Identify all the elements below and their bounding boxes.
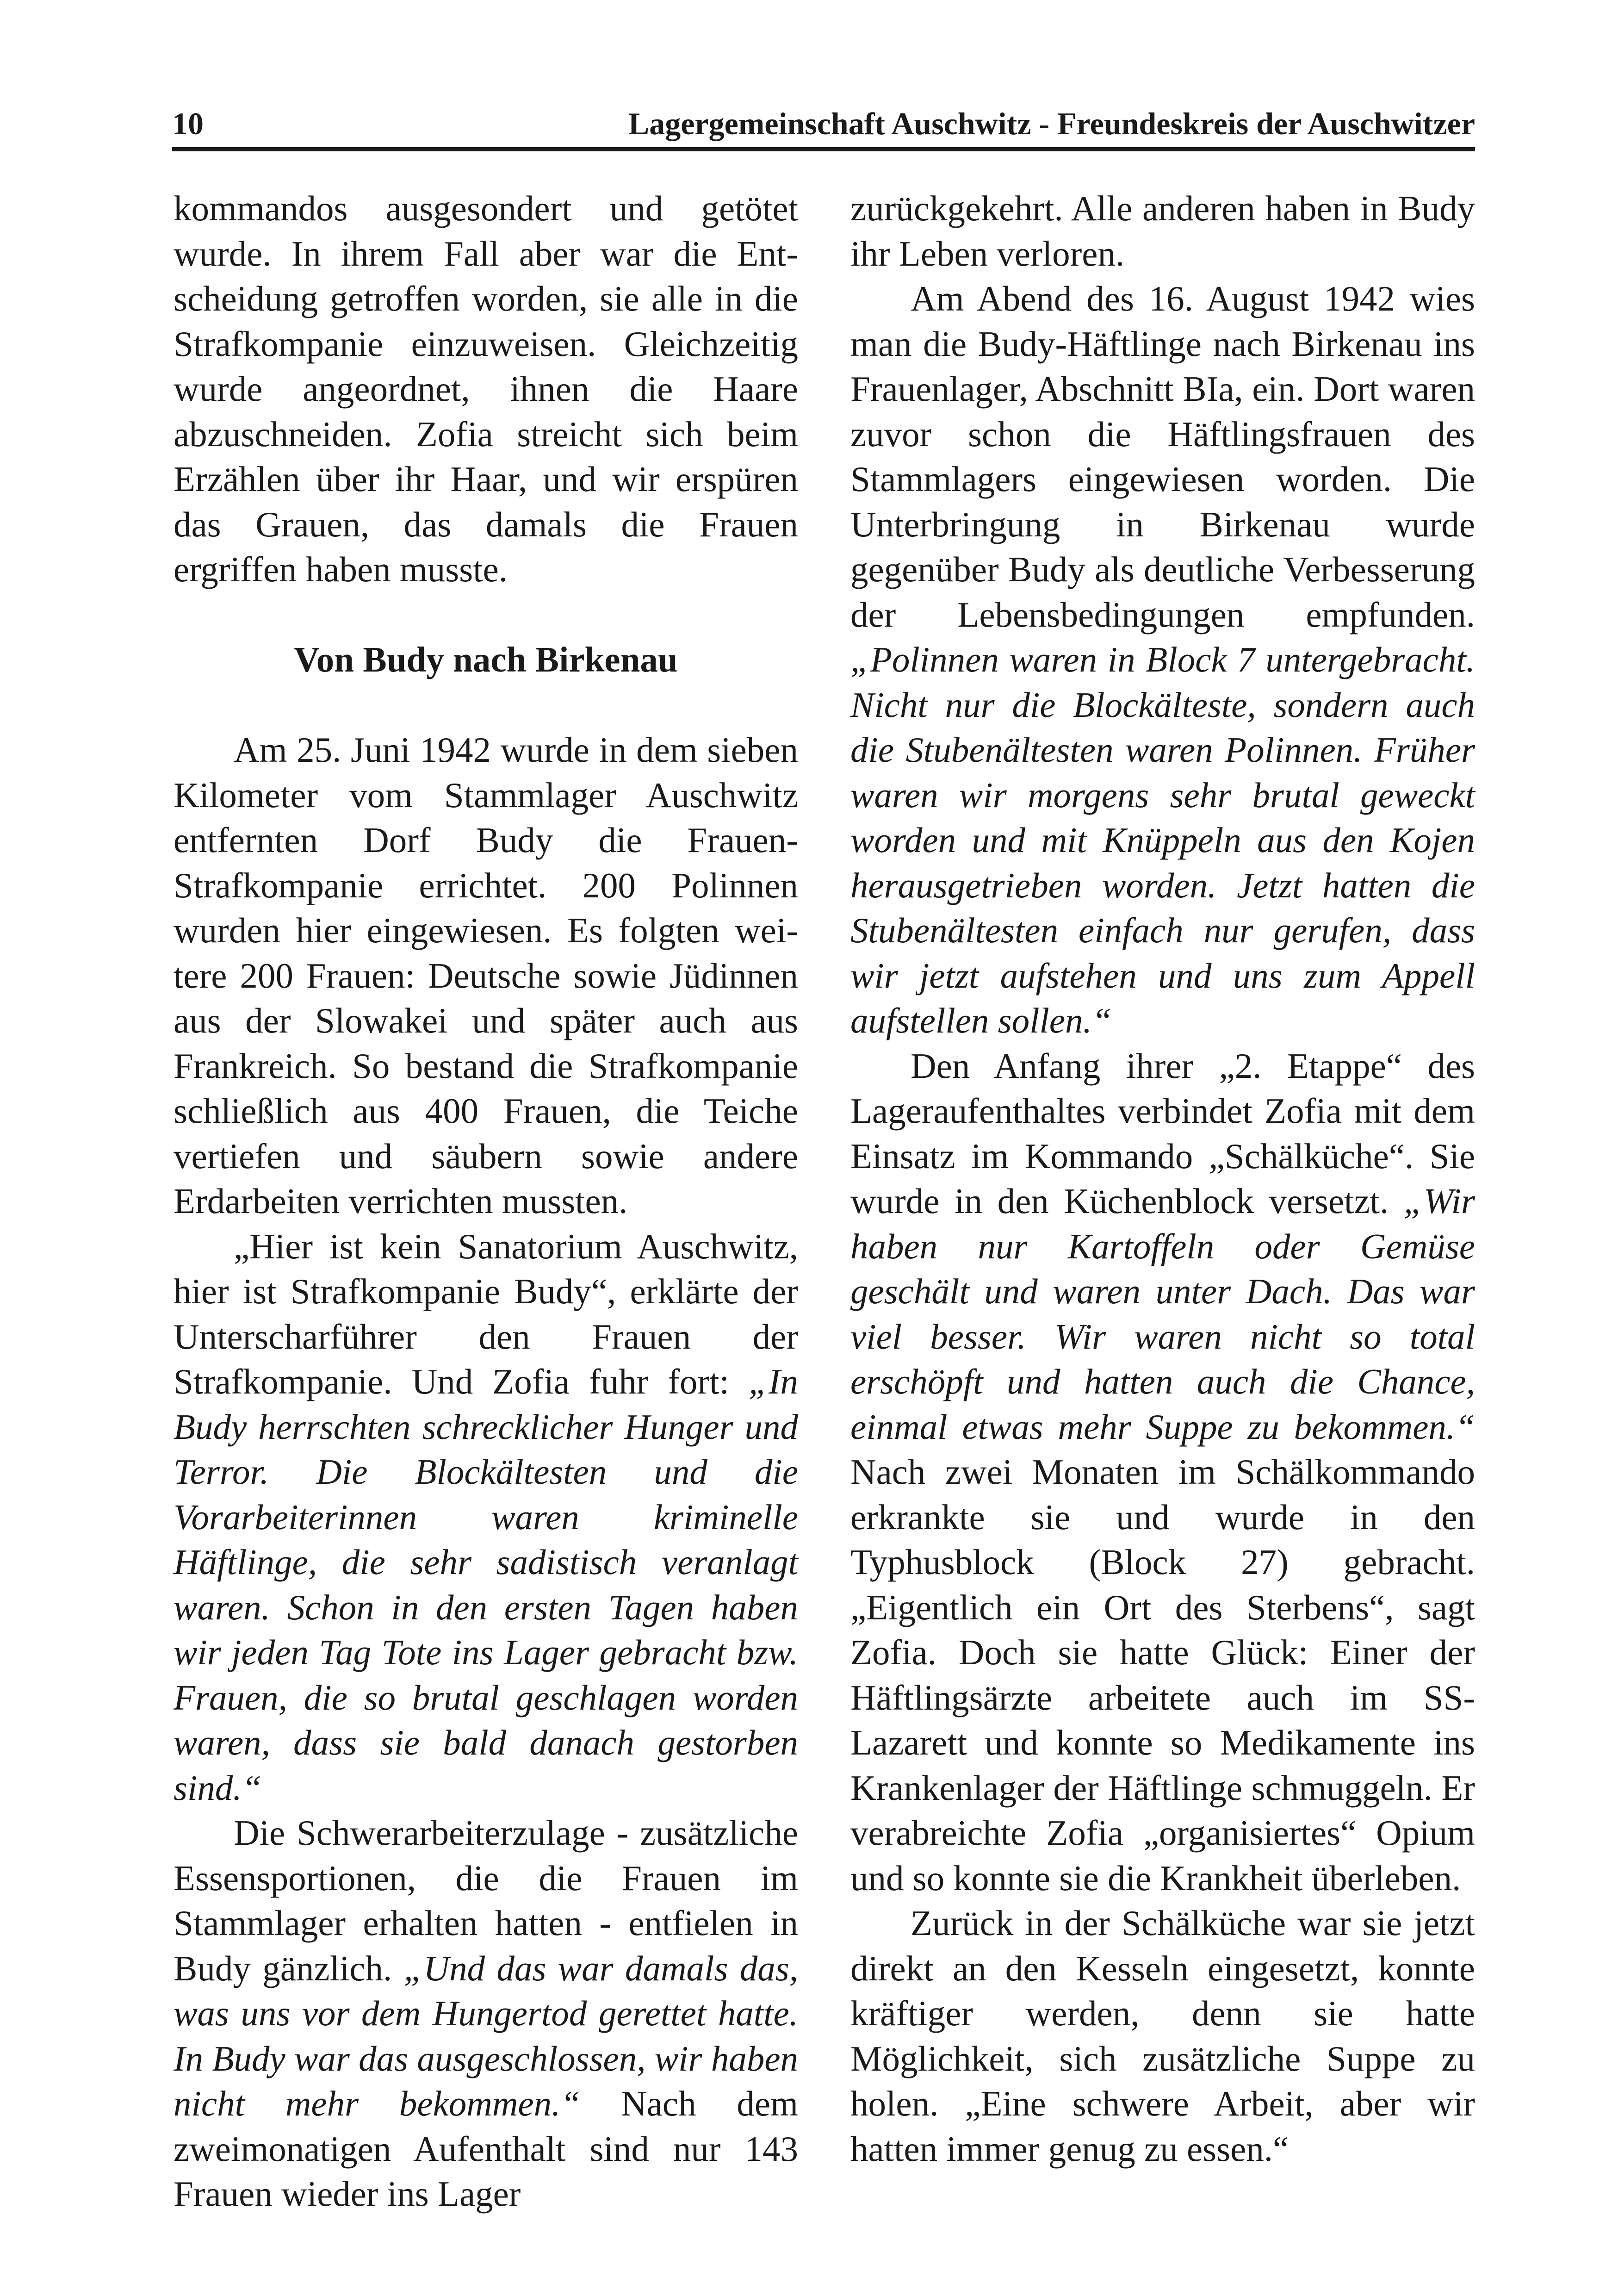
paragraph: Am 25. Juni 1942 wurde in dem sieben Kilometer vom Stammlager Auschwitz entfernten Dorf Budy die Frauen-Strafkompanie errichtet. 200 Polinnen wurden hier eingewiesen. Es folgten weitere 200 Frauen: Deutsche sowie Jüdinnen aus der Slowakei und später auch aus Frankreich. So bestand die Strafkompanie schließlich aus 400 Frauen, die Teiche vertiefen und säubern sowie andere Erdarbeiten verrichten mussten. [174,730,798,1221]
paragraph-continuation: kommandos ausgesondert und getötet wurde. In ihrem Fall aber war die Entscheidung getroffen worden, sie alle in die Strafkompanie einzuweisen. Gleichzeitig wurde angeordnet, ihnen die Haare abzuschneiden. Zofia streicht sich beim Erzählen über ihr Haar, und wir erspüren das Grauen, das damals die Frauen ergriffen haben musste. [174,188,798,589]
right-column [850,186,1475,2172]
running-title: Lagergemeinschaft Auschwitz - Freundeskreis der Auschwitzer [628,106,1475,141]
left-column [174,186,798,2217]
quotation: „Wir haben nur Kartoffeln oder Gemüse geschält und waren unter Dach. Das war viel besser. Wir waren nicht so total erschöpft und hatten auch die Chance, einmal etwas mehr Suppe zu bekommen.“ [850,1181,1475,1447]
paragraph-continuation: zurückgekehrt. Alle anderen haben in Budy ihr Leben verloren. [850,188,1475,274]
paragraph: Zurück in der Schälküche war sie jetzt direkt an den Kesseln eingesetzt, konnte kräftiger werden, denn sie hatte Möglichkeit, sich zusätzliche Suppe zu holen. „Eine schwere Arbeit, aber wir hatten immer genug zu essen.“ [850,1903,1475,2169]
quotation: „Und das war damals das, was uns vor dem Hungertod gerettet hatte. In Budy war das ausgeschlossen, wir haben nicht mehr bekommen.“ [174,1948,798,2123]
quotation: „In Budy herrschten schrecklicher Hunger und Terror. Die Blockältesten und die Vorarbeiterinnen waren kriminelle Häftlinge, die sehr sadistisch veranlagt waren. Schon in den ersten Tagen haben wir jeden Tag Tote ins Lager gebracht bzw. Frauen, die so brutal geschlagen worden waren, dass sie bald danach gestorben sind.“ [174,1362,798,1808]
paragraph [174,1224,798,1811]
paragraph-text: „Hier ist kein Sanatorium Auschwitz, hier ist Strafkompanie Budy“, erklärte der Unterscharführer den Frauen der Strafkompanie. Und Zofia fuhr fort: [174,1226,798,1401]
paragraph-text: Am Abend des 16. August 1942 wies man die Budy-Häftlinge nach Birkenau ins Frauenlager, Abschnitt BIa, ein. Dort waren zuvor schon die Häftlingsfrauen des Stammlagers eingewiesen worden. Die Unterbringung in Birkenau wurde gegenüber Budy als deutliche Verbesserung der Lebensbedingungen empfunden. [850,279,1475,635]
quotation: „Polinnen waren in Block 7 untergebracht. Nicht nur die Blockälteste, sondern auch die Stubenältesten waren Polinnen. Früher waren wir morgens sehr brutal geweckt worden und mit Knüppeln aus den Kojen herausgetrieben worden. Jetzt hatten die Stubenältesten einfach nur gerufen, dass wir jetzt aufstehen und uns zum Appell aufstellen sollen.“ [850,640,1475,1040]
section-heading: Von Budy nach Birkenau [294,640,678,679]
page-number: 10 [172,106,204,141]
paragraph-text: Die Schwerarbeiterzulage - zusätzliche Essensportionen, die die Frauen im Stammlager erhalten hatten - entfielen in Budy gänzlich. [174,1813,798,1988]
paragraph-text: Nach dem zweimonatigen Aufenthalt sind nur 143 Frauen wieder ins Lager [174,2084,798,2214]
paragraph-text: Den Anfang ihrer „2. Etappe“ des Lageraufenthaltes verbindet Zofia mit dem Einsatz im Kommando „Schälküche“. Sie wurde in den Küchenblock versetzt. [850,1045,1475,1221]
paragraph [850,1044,1475,1901]
paragraph-text: Nach zwei Monaten im Schälkommando erkrankte sie und wurde in den Typhusblock (Block 27) gebracht. „Eigentlich ein Ort des Sterbens“, sagt Zofia. Doch sie hatte Glück: Einer der Häftlingsärzte arbeitete auch im SS-Lazarett und konnte so Medikamente ins Krankenlager der Häftlinge schmuggeln. Er verabreichte Zofia „organisiertes“ Opium und so konnte sie die Krankheit überleben. [850,1452,1475,1898]
page-header [172,98,1475,149]
header-rule [172,147,1475,151]
paragraph [850,276,1475,1044]
paragraph [174,1811,798,2217]
